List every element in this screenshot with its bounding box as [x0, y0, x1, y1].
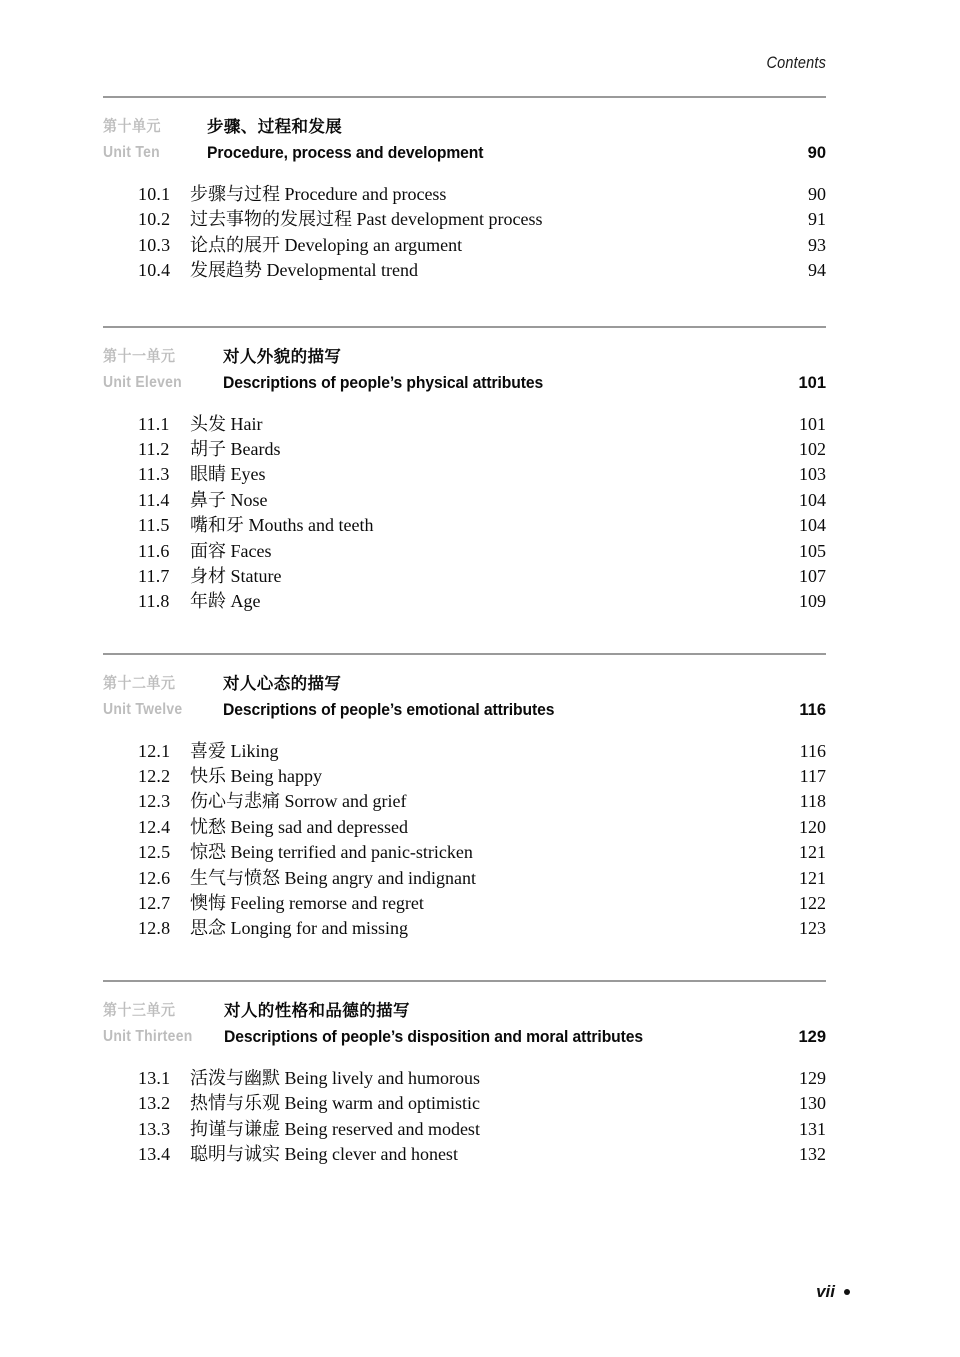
section-title: 思念 Longing for and missing — [190, 918, 408, 939]
unit-header[interactable] — [103, 982, 826, 1050]
section-number: 12.5 — [138, 842, 171, 863]
section-number: 11.1 — [138, 413, 170, 434]
section-title: 嘴和牙 Mouths and teeth — [190, 515, 374, 536]
section-page-number: 109 — [799, 591, 826, 612]
section-title: 眼睛 Eyes — [190, 464, 266, 485]
section-title: 喜爱 Liking — [190, 740, 279, 761]
unit-page-number: 101 — [798, 373, 826, 392]
section-number: 11.2 — [138, 438, 170, 459]
section-page-number: 121 — [799, 842, 826, 863]
section-list — [103, 182, 826, 284]
toc-entry-row[interactable] — [103, 233, 826, 258]
toc-entry-row[interactable] — [103, 1091, 826, 1116]
unit-label-chinese: 第十三单元 — [103, 1001, 176, 1019]
unit-title-chinese: 对人的性格和品德的描写 — [224, 1001, 410, 1020]
section-page-number: 116 — [799, 740, 826, 761]
toc-entry-row[interactable] — [103, 513, 826, 538]
section-number: 11.5 — [138, 515, 170, 536]
section-title: 年龄 Age — [190, 591, 261, 612]
unit-title — [224, 998, 780, 1050]
section-title: 胡子 Beards — [190, 438, 281, 459]
unit-title — [223, 671, 780, 723]
running-head: Contents — [766, 54, 826, 72]
unit-title-chinese: 对人心态的描写 — [223, 674, 342, 693]
unit-header[interactable] — [103, 655, 826, 723]
unit-label-english: Unit Thirteen — [103, 1027, 193, 1045]
section-page-number: 90 — [808, 184, 826, 204]
toc-entry-row[interactable] — [103, 182, 826, 207]
section-number: 10.2 — [138, 209, 171, 230]
section-title: 热情与乐观 Being warm and optimistic — [190, 1093, 480, 1114]
section-title: 论点的展开 Developing an argument — [190, 234, 463, 255]
unit-page-number: 129 — [798, 1027, 826, 1046]
section-page-number: 123 — [799, 918, 826, 939]
section-page-number: 93 — [808, 234, 826, 255]
section-title: 身材 Stature — [190, 565, 282, 586]
unit-block — [103, 326, 826, 653]
unit-title-english: Procedure, process and development — [207, 144, 484, 162]
unit-block — [103, 980, 826, 1168]
section-page-number: 105 — [799, 540, 826, 561]
section-title: 发展趋势 Developmental trend — [190, 260, 418, 281]
unit-header[interactable] — [103, 98, 826, 166]
section-number: 12.2 — [138, 766, 171, 787]
unit-label — [103, 998, 212, 1050]
section-page-number: 132 — [799, 1143, 826, 1164]
toc-entry-row[interactable] — [103, 437, 826, 462]
section-title: 面容 Faces — [190, 540, 272, 561]
unit-title — [207, 114, 780, 166]
unit-title-english: Descriptions of people’s emotional attributes — [223, 700, 555, 719]
unit-page-number: 90 — [807, 144, 826, 162]
toc-entry-row[interactable] — [103, 891, 826, 916]
unit-title-english: Descriptions of people’s disposition and moral attributes — [224, 1027, 644, 1046]
unit-label-english: Unit Twelve — [103, 700, 183, 718]
toc-content — [103, 96, 826, 1167]
toc-entry-row[interactable] — [103, 1066, 826, 1091]
toc-entry-row[interactable] — [103, 589, 826, 614]
section-number: 12.4 — [138, 816, 171, 837]
section-number: 12.8 — [138, 918, 171, 939]
unit-label-chinese: 第十二单元 — [103, 674, 176, 692]
section-page-number: 121 — [799, 867, 826, 888]
section-title: 伤心与悲痛 Sorrow and grief — [190, 791, 407, 812]
unit-label-chinese: 第十单元 — [103, 118, 161, 135]
unit-label — [103, 671, 211, 723]
section-title: 懊悔 Feeling remorse and regret — [190, 893, 424, 914]
section-list — [103, 412, 826, 615]
unit-label — [103, 114, 197, 166]
toc-entry-row[interactable] — [103, 258, 826, 283]
unit-block — [103, 653, 826, 980]
section-number: 10.4 — [138, 260, 171, 281]
toc-entry-row[interactable] — [103, 840, 826, 865]
section-number: 12.7 — [138, 893, 171, 914]
section-page-number: 94 — [808, 260, 826, 281]
section-page-number: 118 — [799, 791, 826, 812]
toc-entry-row[interactable] — [103, 462, 826, 487]
unit-block — [103, 96, 826, 326]
section-title: 忧愁 Being sad and depressed — [190, 816, 408, 837]
section-number: 11.8 — [138, 591, 170, 612]
unit-spacer — [103, 615, 826, 653]
unit-header[interactable] — [103, 328, 826, 396]
section-title: 拘谨与谦虚 Being reserved and modest — [190, 1118, 480, 1139]
unit-page-number: 116 — [799, 700, 826, 719]
section-number: 12.3 — [138, 791, 171, 812]
section-title: 步骤与过程 Procedure and process — [190, 184, 447, 204]
section-page-number: 103 — [799, 464, 826, 485]
section-title: 活泼与幽默 Being lively and humorous — [190, 1067, 480, 1088]
toc-entry-row[interactable] — [103, 789, 826, 814]
unit-title-english: Descriptions of people’s physical attributes — [223, 373, 544, 392]
unit-title-chinese: 对人外貌的描写 — [223, 347, 342, 366]
section-page-number: 120 — [799, 816, 826, 837]
unit-spacer — [103, 942, 826, 980]
section-number: 11.4 — [138, 489, 170, 510]
section-list — [103, 739, 826, 942]
section-number: 13.2 — [138, 1093, 171, 1114]
unit-spacer — [103, 284, 826, 326]
page-folio — [816, 1282, 850, 1302]
section-page-number: 131 — [799, 1118, 826, 1139]
toc-entry-row[interactable] — [103, 488, 826, 513]
toc-entry-row[interactable] — [103, 764, 826, 789]
toc-entry-row[interactable] — [103, 866, 826, 891]
folio-page-number: vii — [816, 1282, 835, 1301]
section-page-number: 130 — [799, 1093, 826, 1114]
unit-label-english: Unit Ten — [103, 144, 160, 161]
section-page-number: 117 — [799, 766, 826, 787]
section-page-number: 104 — [799, 489, 826, 510]
section-page-number: 129 — [799, 1067, 826, 1088]
toc-entry-row[interactable] — [103, 739, 826, 764]
section-number: 13.1 — [138, 1067, 171, 1088]
section-number: 13.3 — [138, 1118, 171, 1139]
toc-entry-row[interactable] — [103, 1117, 826, 1142]
toc-entry-row[interactable] — [103, 815, 826, 840]
section-page-number: 102 — [799, 438, 826, 459]
section-title: 鼻子 Nose — [190, 489, 268, 510]
section-number: 10.3 — [138, 234, 171, 255]
section-title: 聪明与诚实 Being clever and honest — [190, 1143, 458, 1164]
unit-label-english: Unit Eleven — [103, 373, 182, 391]
folio-bullet-icon — [844, 1289, 850, 1295]
toc-entry-row[interactable] — [103, 412, 826, 437]
section-page-number: 91 — [808, 209, 826, 230]
section-number: 12.6 — [138, 867, 171, 888]
section-page-number: 107 — [799, 565, 826, 586]
section-page-number: 122 — [799, 893, 826, 914]
section-title: 生气与愤怒 Being angry and indignant — [190, 867, 476, 888]
section-number: 11.7 — [138, 565, 170, 586]
section-page-number: 101 — [799, 413, 826, 434]
section-title: 头发 Hair — [190, 413, 263, 434]
unit-title — [223, 344, 780, 396]
toc-entry-row[interactable] — [103, 564, 826, 589]
section-title: 惊恐 Being terrified and panic-stricken — [190, 842, 473, 863]
section-number: 11.6 — [138, 540, 170, 561]
toc-entry-row[interactable] — [103, 539, 826, 564]
unit-label — [103, 344, 211, 396]
toc-entry-row[interactable] — [103, 916, 826, 941]
section-number: 13.4 — [138, 1143, 171, 1164]
toc-entry-row[interactable] — [103, 207, 826, 232]
section-number: 11.3 — [138, 464, 170, 485]
section-title: 快乐 Being happy — [190, 766, 322, 787]
unit-label-chinese: 第十一单元 — [103, 347, 176, 365]
section-list — [103, 1066, 826, 1168]
section-number: 12.1 — [138, 740, 171, 761]
section-page-number: 104 — [799, 515, 826, 536]
section-title: 过去事物的发展过程 Past development process — [190, 209, 543, 230]
toc-entry-row[interactable] — [103, 1142, 826, 1167]
unit-title-chinese: 步骤、过程和发展 — [207, 118, 343, 136]
section-number: 10.1 — [138, 184, 171, 204]
